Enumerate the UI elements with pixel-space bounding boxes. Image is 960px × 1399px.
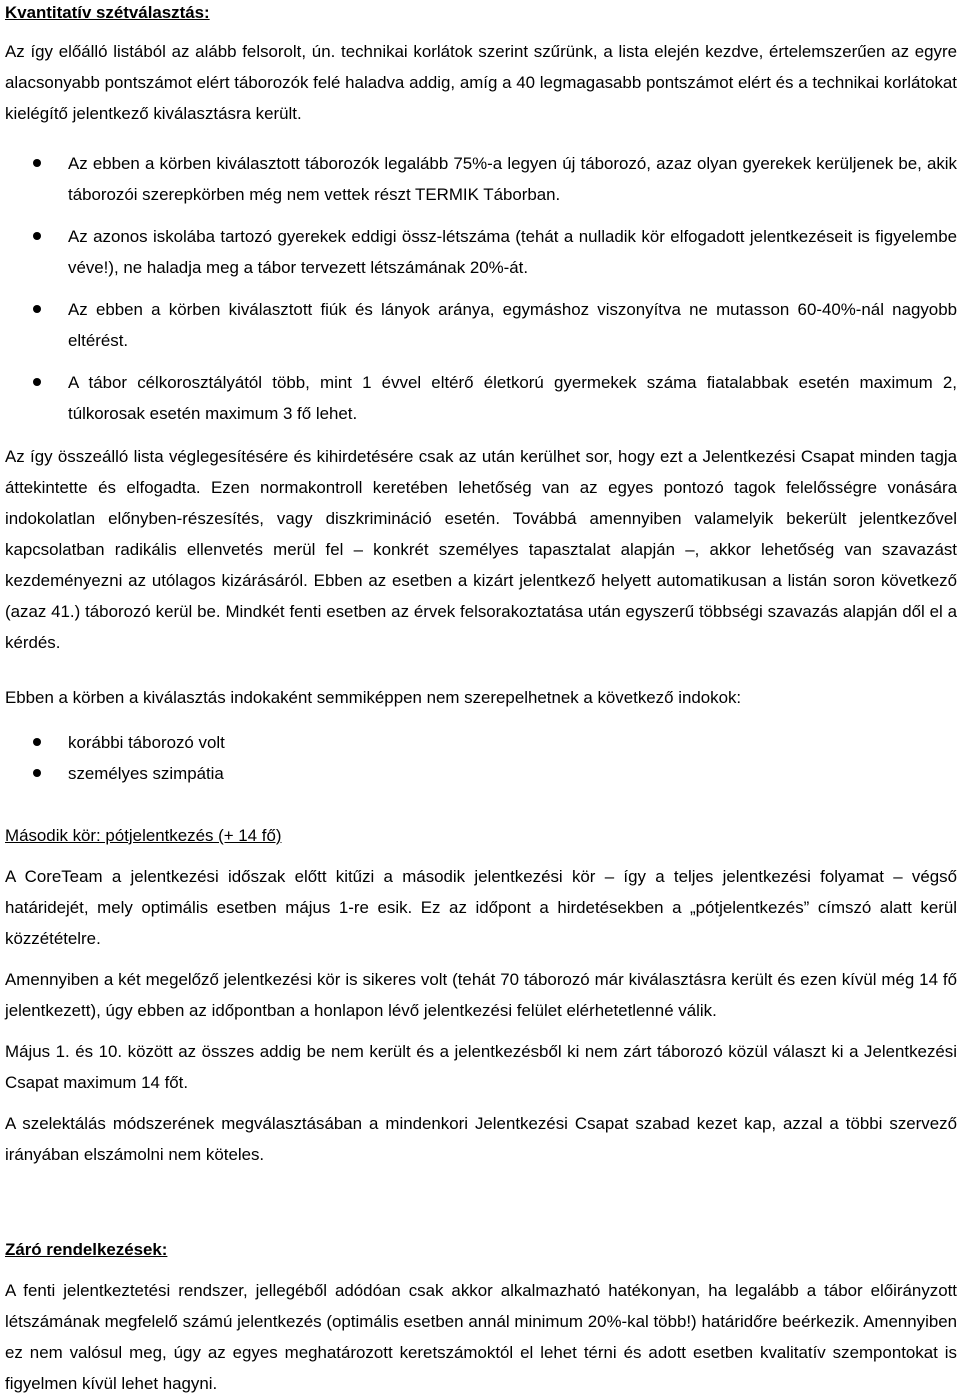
list-item-text: korábbi táborozó volt [68,733,225,752]
bullet-icon [33,378,41,386]
section-quantitative [5,0,957,789]
paragraph: Május 1. és 10. között az összes addig be nem került és a jelentkezésből ki nem zárt táborozó közül választ ki a Jelentkezési Csapat maximum 14 főt. [5,1042,957,1092]
bullet-icon [33,305,41,313]
excluded-intro: Ebben a körben a kiválasztás indokaként semmiképpen nem szerepelhetnek a következő indokok: [5,688,742,707]
bullet-icon [33,159,41,167]
closing-paragraph: A fenti jelentkeztetési rendszer, jellegéből adódóan csak akkor alkalmazható hatékonyan, ha legalább a tábor előirányzott létszámának megfelelő számú jelentkezés (optimális esetben annál minimum 20%-kal több!) határidőre beérkezik. Amennyiben ez nem valósul meg, úgy az egyes meghatározott keretszámoktól el lehet térni és adott esetben kvalitatív szempontokat is figyelmen kívül lehet hagyni. [5,1281,957,1393]
bullet-icon [33,738,41,746]
technical-limits-list [5,148,957,429]
paragraph: Amennyiben a két megelőző jelentkezési kör is sikeres volt (tehát 70 táborozó már kiválasztásra került és ezen kívül még 14 fő jelentkezett), úgy ebben az időpontban a honlapon lévő jelentkezési felület elérhetetlenné válik. [5,970,957,1020]
section-title-closing: Záró rendelkezések: [5,1240,168,1259]
list-item [5,221,957,283]
paragraph: A CoreTeam a jelentkezési időszak előtt kitűzi a második jelentkezési kör – így a teljes jelentkezési folyamat – végső határidejét, mely optimális esetben május 1-re esik. Ez az időpont a hirdetésekben a „pótjelentkezés” címszó alatt kerül közzétételre. [5,867,957,948]
list-item-text: A tábor célkorosztályától több, mint 1 évvel eltérő életkorú gyermekek száma fiatalabbak esetén maximum 2, túlkorosak esetén maximum 3 fő lehet. [68,373,957,423]
list-item [5,758,957,789]
list-item [5,294,957,356]
bullet-icon [33,232,41,240]
list-item [5,148,957,210]
section-second-round [5,820,957,1170]
list-item-text: Az azonos iskolába tartozó gyerekek eddigi össz-létszáma (tehát a nulladik kör elfogadott jelentkezéseit is figyelembe véve!), ne haladja meg a tábor tervezett létszámának 20%-át. [68,227,957,277]
list-item [5,367,957,429]
finalize-paragraph: Az így összeálló lista véglegesítésére és kihirdetésére csak az után kerülhet sor, hogy ezt a Jelentkezési Csapat minden tagja áttekintette és elfogadta. Ezen normakontroll keretében lehetőség van az egyes pontozó tagok felelősségre vonására indokolatlan előnyben-részesítés, vagy diszkrimináció esetén. Továbbá amennyiben valamelyik bekerült jelentkezővel kapcsolatban radikális ellenvetés merül fel – konkrét személyes tapasztalat alapján –, akkor lehetőség van szavazást kezdeményezni az utólagos kizárásáról. Ebben az esetben a kizárt jelentkező helyett automatikusan a listán soron következő (azaz 41.) táborozó kerül be. Mindkét fenti esetben az érvek felsorakoztatása után egyszerű többségi szavazás alapján dől el a kérdés. [5,447,957,652]
list-item-text: személyes szimpátia [68,764,224,783]
list-item-text: Az ebben a körben kiválasztott táborozók legalább 75%-a legyen új táborozó, azaz olyan gyerekek kerüljenek be, akik táborozói szerepkörben még nem vettek részt TERMIK Táborban. [68,154,957,204]
paragraph: A szelektálás módszerének megválasztásában a mindenkori Jelentkezési Csapat szabad kezet kap, azzal a többi szervező irányában elszámolni nem köteles. [5,1114,957,1164]
bullet-icon [33,769,41,777]
section-title-second-round: Második kör: pótjelentkezés (+ 14 fő) [5,826,282,845]
section-closing [5,1234,957,1399]
list-item [5,727,957,758]
excluded-reasons-list [5,727,957,789]
section-title-quantitative: Kvantitatív szétválasztás: [5,3,210,22]
list-item-text: Az ebben a körben kiválasztott fiúk és lányok aránya, egymáshoz viszonyítva ne mutasson 60-40%-nál nagyobb eltérést. [68,300,957,350]
intro-paragraph: Az így előálló listából az alább felsorolt, ún. technikai korlátok szerint szűrünk, a lista elején kezdve, értelemszerűen az egyre alacsonyabb pontszámot elért táborozók felé haladva addig, amíg a 40 legmagasabb pontszámot elért és a technikai korlátokat kielégítő jelentkező kiválasztásra került. [5,42,957,123]
